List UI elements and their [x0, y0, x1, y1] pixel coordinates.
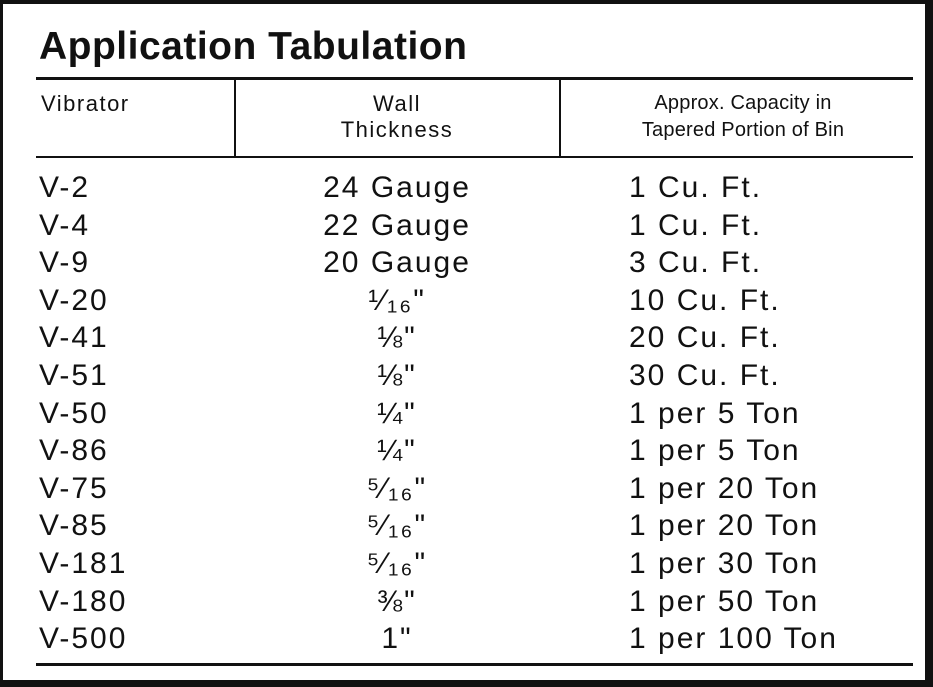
table-row [3, 432, 925, 470]
table-row [3, 507, 925, 545]
vibrator-cell: V-75 [39, 471, 109, 505]
wall-thickness-cell: ⁵⁄₁₆" [366, 471, 428, 505]
table-row [3, 169, 925, 207]
header-vibrator: Vibrator [41, 91, 130, 116]
vibrator-cell: V-50 [39, 396, 109, 430]
capacity-cell: 1 per 5 Ton [629, 396, 801, 430]
header-wall-line1: Wall [373, 91, 421, 116]
wall-thickness-cell: ⁵⁄₁₆" [366, 546, 428, 580]
wall-thickness-cell: ¹⁄₁₆" [368, 283, 426, 317]
capacity-cell: 1 per 30 Ton [629, 546, 820, 580]
wall-thickness-cell: 24 Gauge [323, 171, 471, 204]
vibrator-cell: V-9 [39, 246, 91, 280]
capacity-cell: 1 Cu. Ft. [629, 208, 763, 242]
table-row [3, 244, 925, 282]
capacity-cell: 1 per 5 Ton [629, 434, 801, 468]
table-row [3, 282, 925, 320]
header-capacity-line1: Approx. Capacity in [654, 92, 832, 114]
vibrator-cell: V-41 [39, 321, 109, 355]
wall-thickness-cell: ⅛" [377, 358, 417, 392]
header-divider [559, 79, 561, 157]
wall-thickness-cell: ¼" [377, 396, 417, 430]
table-body [3, 169, 925, 658]
vibrator-cell: V-2 [39, 171, 91, 204]
vibrator-cell: V-500 [39, 622, 128, 656]
table-row [3, 357, 925, 395]
table-row [3, 319, 925, 357]
document-page [3, 4, 925, 680]
capacity-cell: 1 per 50 Ton [629, 584, 820, 618]
vibrator-cell: V-4 [39, 208, 91, 242]
top-rule [36, 77, 913, 80]
capacity-cell: 20 Cu. Ft. [629, 321, 781, 355]
header-rule [36, 156, 913, 158]
capacity-cell: 30 Cu. Ft. [629, 358, 781, 392]
table-row [3, 395, 925, 433]
capacity-cell: 1 per 20 Ton [629, 471, 820, 505]
page-title: Application Tabulation [39, 25, 468, 68]
table-row [3, 583, 925, 621]
vibrator-cell: V-86 [39, 434, 109, 468]
header-capacity-line2: Tapered Portion of Bin [641, 119, 845, 141]
table-row [3, 545, 925, 583]
capacity-cell: 3 Cu. Ft. [629, 246, 763, 280]
wall-thickness-cell: ⁵⁄₁₆" [366, 509, 428, 543]
header-capacity [563, 90, 923, 144]
header-wall-thickness [235, 91, 559, 143]
capacity-cell: 10 Cu. Ft. [629, 283, 781, 317]
wall-thickness-cell: ⅛" [377, 321, 417, 355]
capacity-cell: 1 Cu. Ft. [629, 171, 763, 204]
capacity-cell: 1 per 100 Ton [629, 622, 838, 656]
capacity-cell: 1 per 20 Ton [629, 509, 820, 543]
table-row [3, 620, 925, 658]
wall-thickness-cell: 22 Gauge [323, 208, 471, 242]
vibrator-cell: V-20 [39, 283, 109, 317]
vibrator-cell: V-51 [39, 358, 109, 392]
wall-thickness-cell: 1" [381, 622, 413, 656]
wall-thickness-cell: 20 Gauge [323, 246, 471, 280]
wall-thickness-cell: ⅜" [377, 584, 417, 618]
table-row [3, 207, 925, 245]
table-row [3, 470, 925, 508]
wall-thickness-cell: ¼" [377, 434, 417, 468]
vibrator-cell: V-181 [39, 546, 128, 580]
vibrator-cell: V-85 [39, 509, 109, 543]
bottom-rule [36, 663, 913, 666]
header-wall-line2: Thickness [340, 117, 454, 142]
vibrator-cell: V-180 [39, 584, 128, 618]
